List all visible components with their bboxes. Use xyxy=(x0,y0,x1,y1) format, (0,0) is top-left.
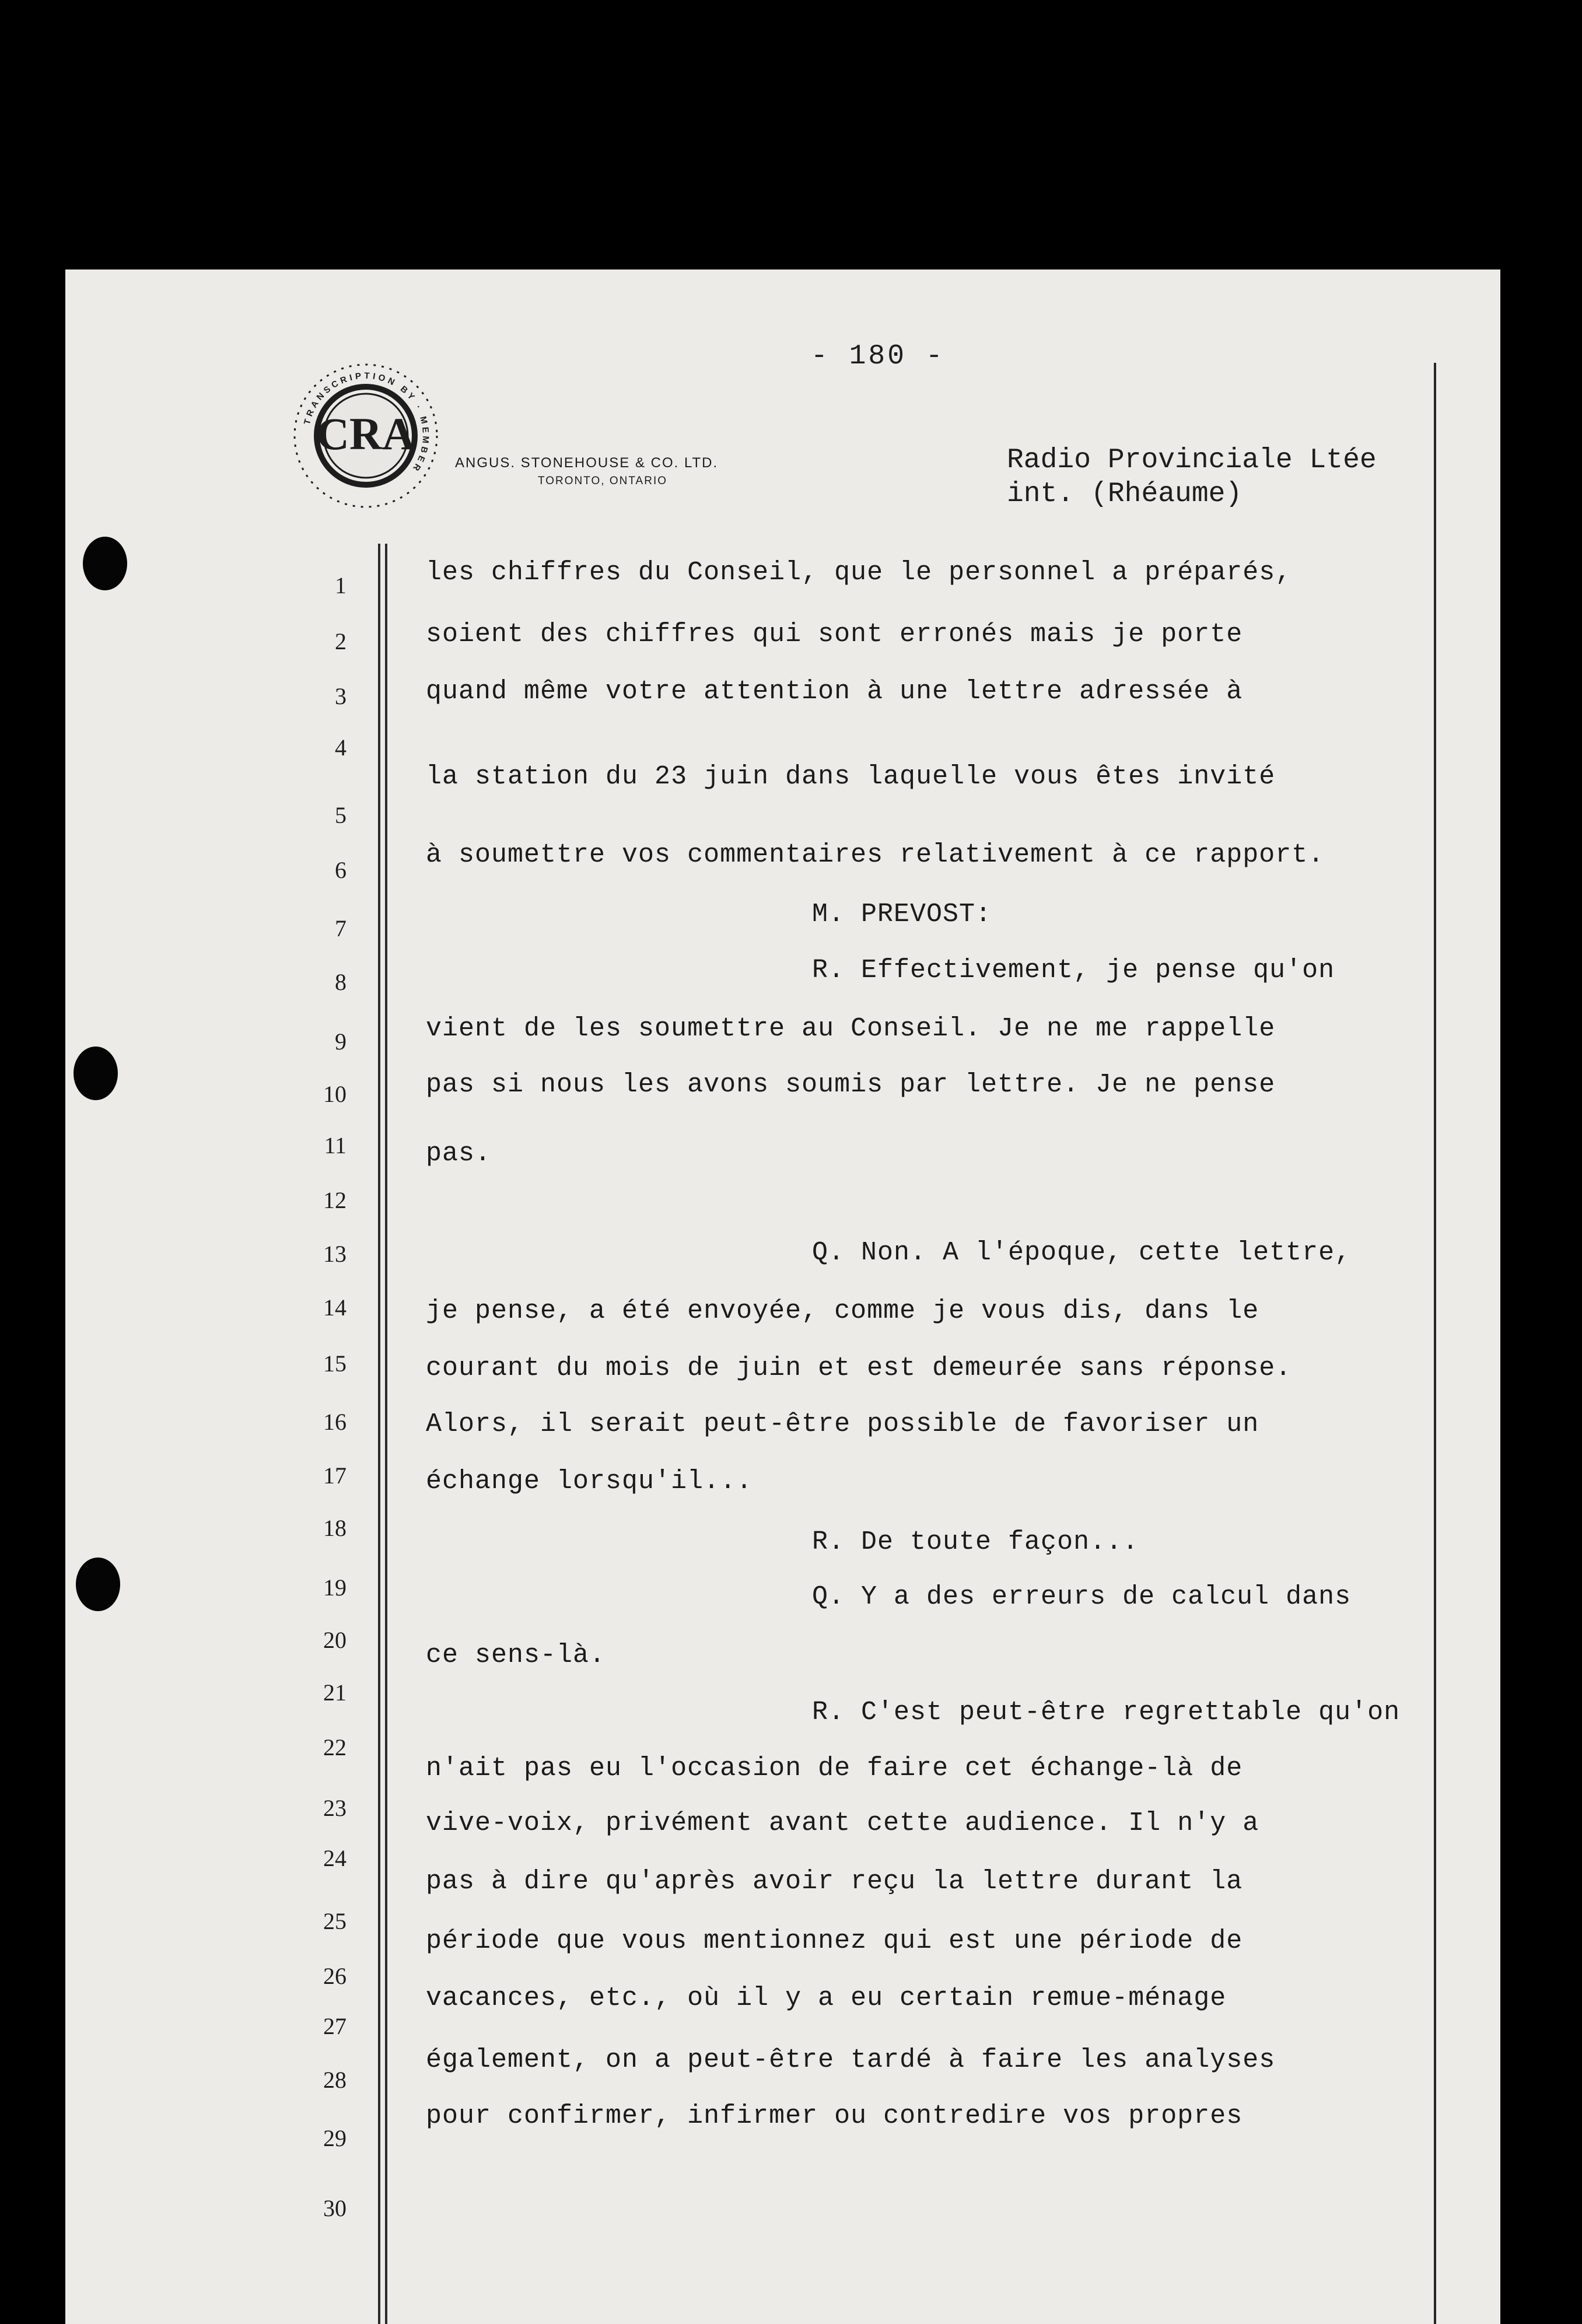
seal-graphic xyxy=(293,363,439,509)
line-number: 28 xyxy=(323,2067,346,2093)
case-subtitle: int. (Rhéaume) xyxy=(1007,478,1242,510)
line-number: 20 xyxy=(323,1627,346,1653)
transcript-line: échange lorsqu'il... xyxy=(426,1466,753,1496)
transcript-line: également, on a peut-être tardé à faire les analyses xyxy=(426,2045,1276,2075)
line-number: 22 xyxy=(323,1734,346,1760)
transcript-line: à soumettre vos commentaires relativement à ce rapport. xyxy=(426,840,1325,870)
punch-hole xyxy=(74,1046,118,1100)
transcript-line: courant du mois de juin et est demeurée sans réponse. xyxy=(426,1353,1292,1383)
left-margin-rule xyxy=(378,544,380,2324)
transcript-line: ce sens-là. xyxy=(426,1640,606,1670)
line-number: 7 xyxy=(335,915,346,942)
line-number: 12 xyxy=(323,1187,346,1213)
line-number: 15 xyxy=(323,1350,346,1377)
case-title: Radio Provinciale Ltée xyxy=(1007,444,1377,476)
line-number: 1 xyxy=(335,572,346,598)
line-number: 18 xyxy=(323,1515,346,1541)
transcript-line: vive-voix, privément avant cette audience. Il n'y a xyxy=(426,1808,1259,1838)
transcript-line: Q. Y a des erreurs de calcul dans xyxy=(812,1582,1352,1612)
transcript-line: R. De toute façon... xyxy=(812,1527,1139,1557)
line-number: 8 xyxy=(335,969,346,995)
line-number: 24 xyxy=(323,1845,346,1871)
transcript-page xyxy=(65,270,1500,2324)
line-number: 19 xyxy=(323,1574,346,1601)
line-number: 25 xyxy=(323,1908,346,1934)
left-margin-rule-inner xyxy=(385,544,387,2324)
transcript-line: n'ait pas eu l'occasion de faire cet échange-là de xyxy=(426,1754,1243,1783)
line-number: 6 xyxy=(335,857,346,883)
svg-text:CRA: CRA xyxy=(316,408,415,459)
line-number: 27 xyxy=(323,2013,346,2039)
transcript-line: vient de les soumettre au Conseil. Je ne me rappelle xyxy=(426,1014,1276,1044)
cra-seal-logo xyxy=(293,363,439,509)
firm-name: ANGUS. STONEHOUSE & CO. LTD. xyxy=(455,455,719,471)
line-number: 14 xyxy=(323,1294,346,1321)
transcript-line: les chiffres du Conseil, que le personnel a préparés, xyxy=(426,558,1292,587)
transcript-line: M. PREVOST: xyxy=(812,900,992,929)
line-number: 26 xyxy=(323,1963,346,1989)
transcript-line: période que vous mentionnez qui est une période de xyxy=(426,1926,1243,1956)
line-number: 30 xyxy=(323,2195,346,2221)
line-number: 10 xyxy=(323,1081,346,1107)
transcript-line: pas si nous les avons soumis par lettre. Je ne pense xyxy=(426,1070,1276,1100)
line-number: 23 xyxy=(323,1795,346,1821)
punch-hole xyxy=(76,1558,120,1611)
line-number: 16 xyxy=(323,1409,346,1435)
transcript-line: je pense, a été envoyée, comme je vous dis, dans le xyxy=(426,1296,1259,1326)
line-number: 17 xyxy=(323,1462,346,1489)
transcript-line: la station du 23 juin dans laquelle vous êtes invité xyxy=(426,762,1276,792)
line-number: 3 xyxy=(335,683,346,709)
page-number: - 180 - xyxy=(811,341,945,372)
transcript-line: R. Effectivement, je pense qu'on xyxy=(812,956,1335,985)
line-number: 9 xyxy=(335,1028,346,1055)
line-number: 2 xyxy=(335,628,346,654)
line-number: 4 xyxy=(335,734,346,761)
transcript-line: soient des chiffres qui sont erronés mais je porte xyxy=(426,620,1243,649)
punch-hole xyxy=(83,537,127,590)
line-number: 5 xyxy=(335,802,346,828)
firm-city: TORONTO, ONTARIO xyxy=(538,475,668,487)
transcript-line: pas. xyxy=(426,1139,492,1168)
line-number: 21 xyxy=(323,1679,346,1706)
svg-text:TRANSCRIPTION BY · MEMBER: TRANSCRIPTION BY · MEMBER xyxy=(302,370,431,475)
transcript-line: quand même votre attention à une lettre adressée à xyxy=(426,677,1243,706)
line-number: 29 xyxy=(323,2125,346,2151)
transcript-line: pour confirmer, infirmer ou contredire vos propres xyxy=(426,2101,1243,2131)
transcript-line: Q. Non. A l'époque, cette lettre, xyxy=(812,1238,1352,1268)
transcript-line: vacances, etc., où il y a eu certain remue-ménage xyxy=(426,1983,1227,2013)
line-number: 11 xyxy=(324,1132,346,1158)
transcript-line: R. C'est peut-être regrettable qu'on xyxy=(812,1698,1401,1727)
transcript-line: pas à dire qu'après avoir reçu la lettre durant la xyxy=(426,1867,1243,1896)
transcript-line: Alors, il serait peut-être possible de favoriser un xyxy=(426,1409,1259,1439)
right-margin-rule xyxy=(1434,363,1436,2324)
line-number: 13 xyxy=(323,1241,346,1267)
